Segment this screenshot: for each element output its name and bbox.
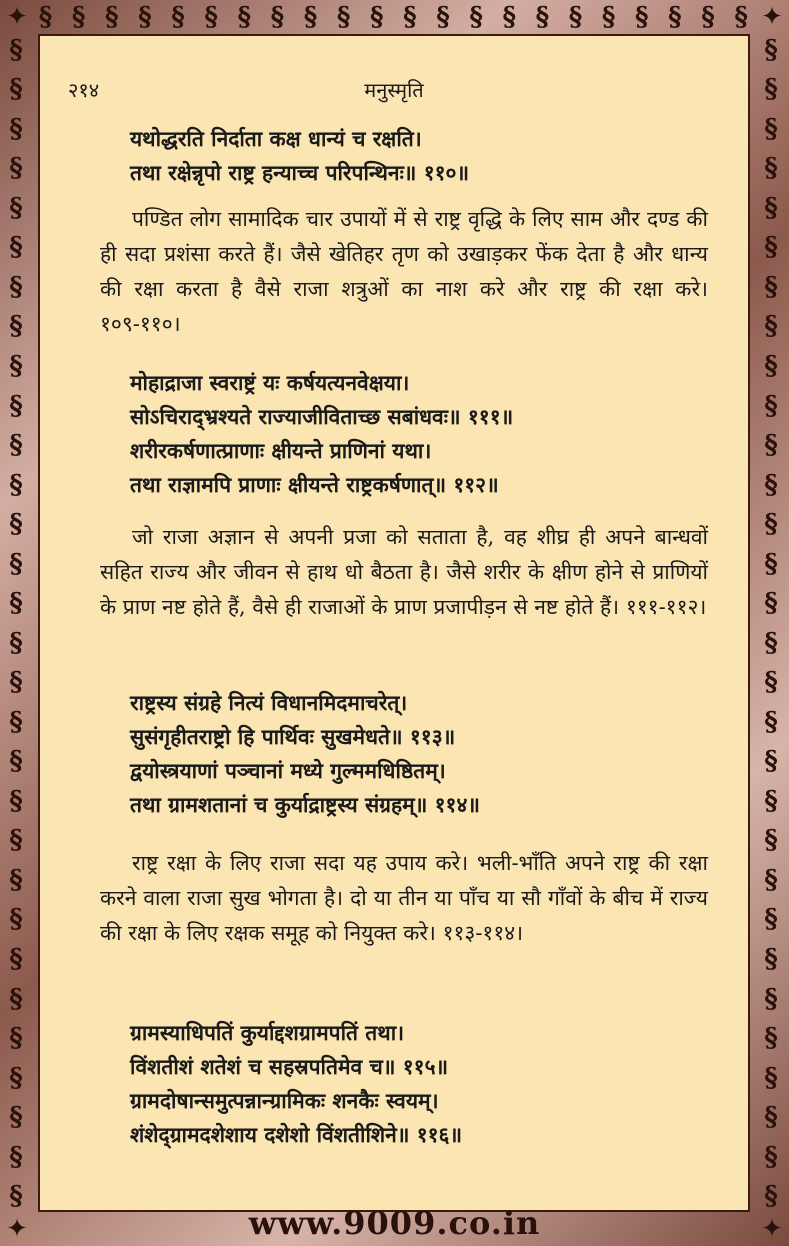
verse-line: मोहाद्राजा स्वराष्ट्रं यः कर्षयत्यनवेक्षया। bbox=[130, 370, 410, 395]
verse-line: द्वयोस्त्रयाणां पञ्चानां मध्ये गुल्ममधिष्ठितम्। bbox=[130, 758, 446, 783]
commentary-text: जो राजा अज्ञान से अपनी प्रजा को सताता है, वह शीघ्र ही अपने बान्धवों सहित राज्य और जीवन से हाथ धो बैठता है। जैसे शरीर के क्षीण होने से प्राणियों के प्राण नष्ट होते हैं, वैसे ही राजाओं के प्राण प्रजापीड़न से नष्ट होते हैं। १११-११२। bbox=[100, 525, 708, 619]
manuscript-page bbox=[38, 34, 750, 1212]
verse-block-113-114 bbox=[130, 686, 718, 822]
verse-line: सुसंगृहीतराष्ट्रो हि पार्थिवः सुखमेधते॥ ११३॥ bbox=[130, 724, 456, 749]
page-header bbox=[68, 76, 720, 103]
commentary-paragraph bbox=[100, 520, 708, 625]
commentary-paragraph bbox=[100, 846, 708, 951]
verse-line: ग्रामदोषान्समुत्पन्नान्ग्रामिकः शनकैः स्वयम्। bbox=[130, 1088, 439, 1113]
verse-line: सोऽचिराद्भ्रश्यते राज्याजीविताच्छ सबांधवः॥ १११॥ bbox=[130, 404, 514, 429]
verse-line: विंशतीशं शतेशं च सहस्रपतिमेव च॥ ११५॥ bbox=[130, 1054, 449, 1079]
commentary-text: राष्ट्र रक्षा के लिए राजा सदा यह उपाय करे। भली-भाँति अपने राष्ट्र की रक्षा करने वाला राजा सुख भोगता है। दो या तीन या पाँच या सौ गाँवों के बीच में राज्य की रक्षा के लिए रक्षक समूह को नियुक्त करे। ११३-११४। bbox=[100, 851, 708, 945]
verse-line: तथा राज्ञामपि प्राणाः क्षीयन्ते राष्ट्रकर्षणात्॥ ११२॥ bbox=[130, 472, 499, 497]
website-watermark: www.9009.co.in bbox=[248, 1204, 541, 1242]
verse-line: ग्रामस्याधिपतिं कुर्याद्दशग्रामपतिं तथा। bbox=[130, 1020, 405, 1045]
verse-line: तथा ग्रामशतानां च कुर्याद्राष्ट्रस्य संग्रहम्॥ ११४॥ bbox=[130, 792, 480, 817]
verse-line: शंशेद्ग्रामदशेशाय दशेशो विंशतीशिने॥ ११६॥ bbox=[130, 1122, 463, 1147]
border-ornament-left-icon: § § § § § § § § § § § § § § § § § § § § § § § § § § § § § § bbox=[9, 34, 25, 1212]
corner-ornament-icon: ✦ bbox=[761, 2, 783, 32]
commentary-paragraph bbox=[100, 202, 708, 342]
verse-line: शरीरकर्षणात्प्राणाः क्षीयन्ते प्राणिनां यथा। bbox=[130, 438, 432, 463]
running-title: मनुस्मृति bbox=[364, 78, 424, 102]
verse-line: राष्ट्रस्य संग्रहे नित्यं विधानमिदमाचरेत्। bbox=[130, 690, 408, 715]
border-ornament-right-icon: § § § § § § § § § § § § § § § § § § § § § § § § § § § § § § bbox=[764, 34, 780, 1212]
corner-ornament-icon: ✦ bbox=[6, 1214, 28, 1244]
corner-ornament-icon: ✦ bbox=[761, 1214, 783, 1244]
verse-block-115-116 bbox=[130, 1016, 718, 1152]
verse-line: तथा रक्षेन्नृपो राष्ट्र हन्याच्च परिपन्थिनः॥ ११०॥ bbox=[130, 160, 470, 185]
page-number: २१४ bbox=[68, 78, 100, 102]
commentary-text: पण्डित लोग सामादिक चार उपायों में से राष्ट्र वृद्धि के लिए साम और दण्ड की ही सदा प्रशंसा करते हैं। जैसे खेतिहर तृण को उखाड़कर फेंक देता है और धान्य की रक्षा करता है वैसे राजा शत्रुओं का नाश करे और राष्ट्र की रक्षा करे। १०९-११०। bbox=[100, 207, 708, 336]
corner-ornament-icon: ✦ bbox=[6, 2, 28, 32]
verse-block-110 bbox=[130, 122, 718, 190]
verse-block-111-112 bbox=[130, 366, 718, 502]
border-ornament-top-icon: § § § § § § § § § § § § § § § § § § § § § § bbox=[38, 2, 750, 32]
verse-line: यथोद्धरति निर्दाता कक्ष धान्यं च रक्षति। bbox=[130, 126, 422, 151]
